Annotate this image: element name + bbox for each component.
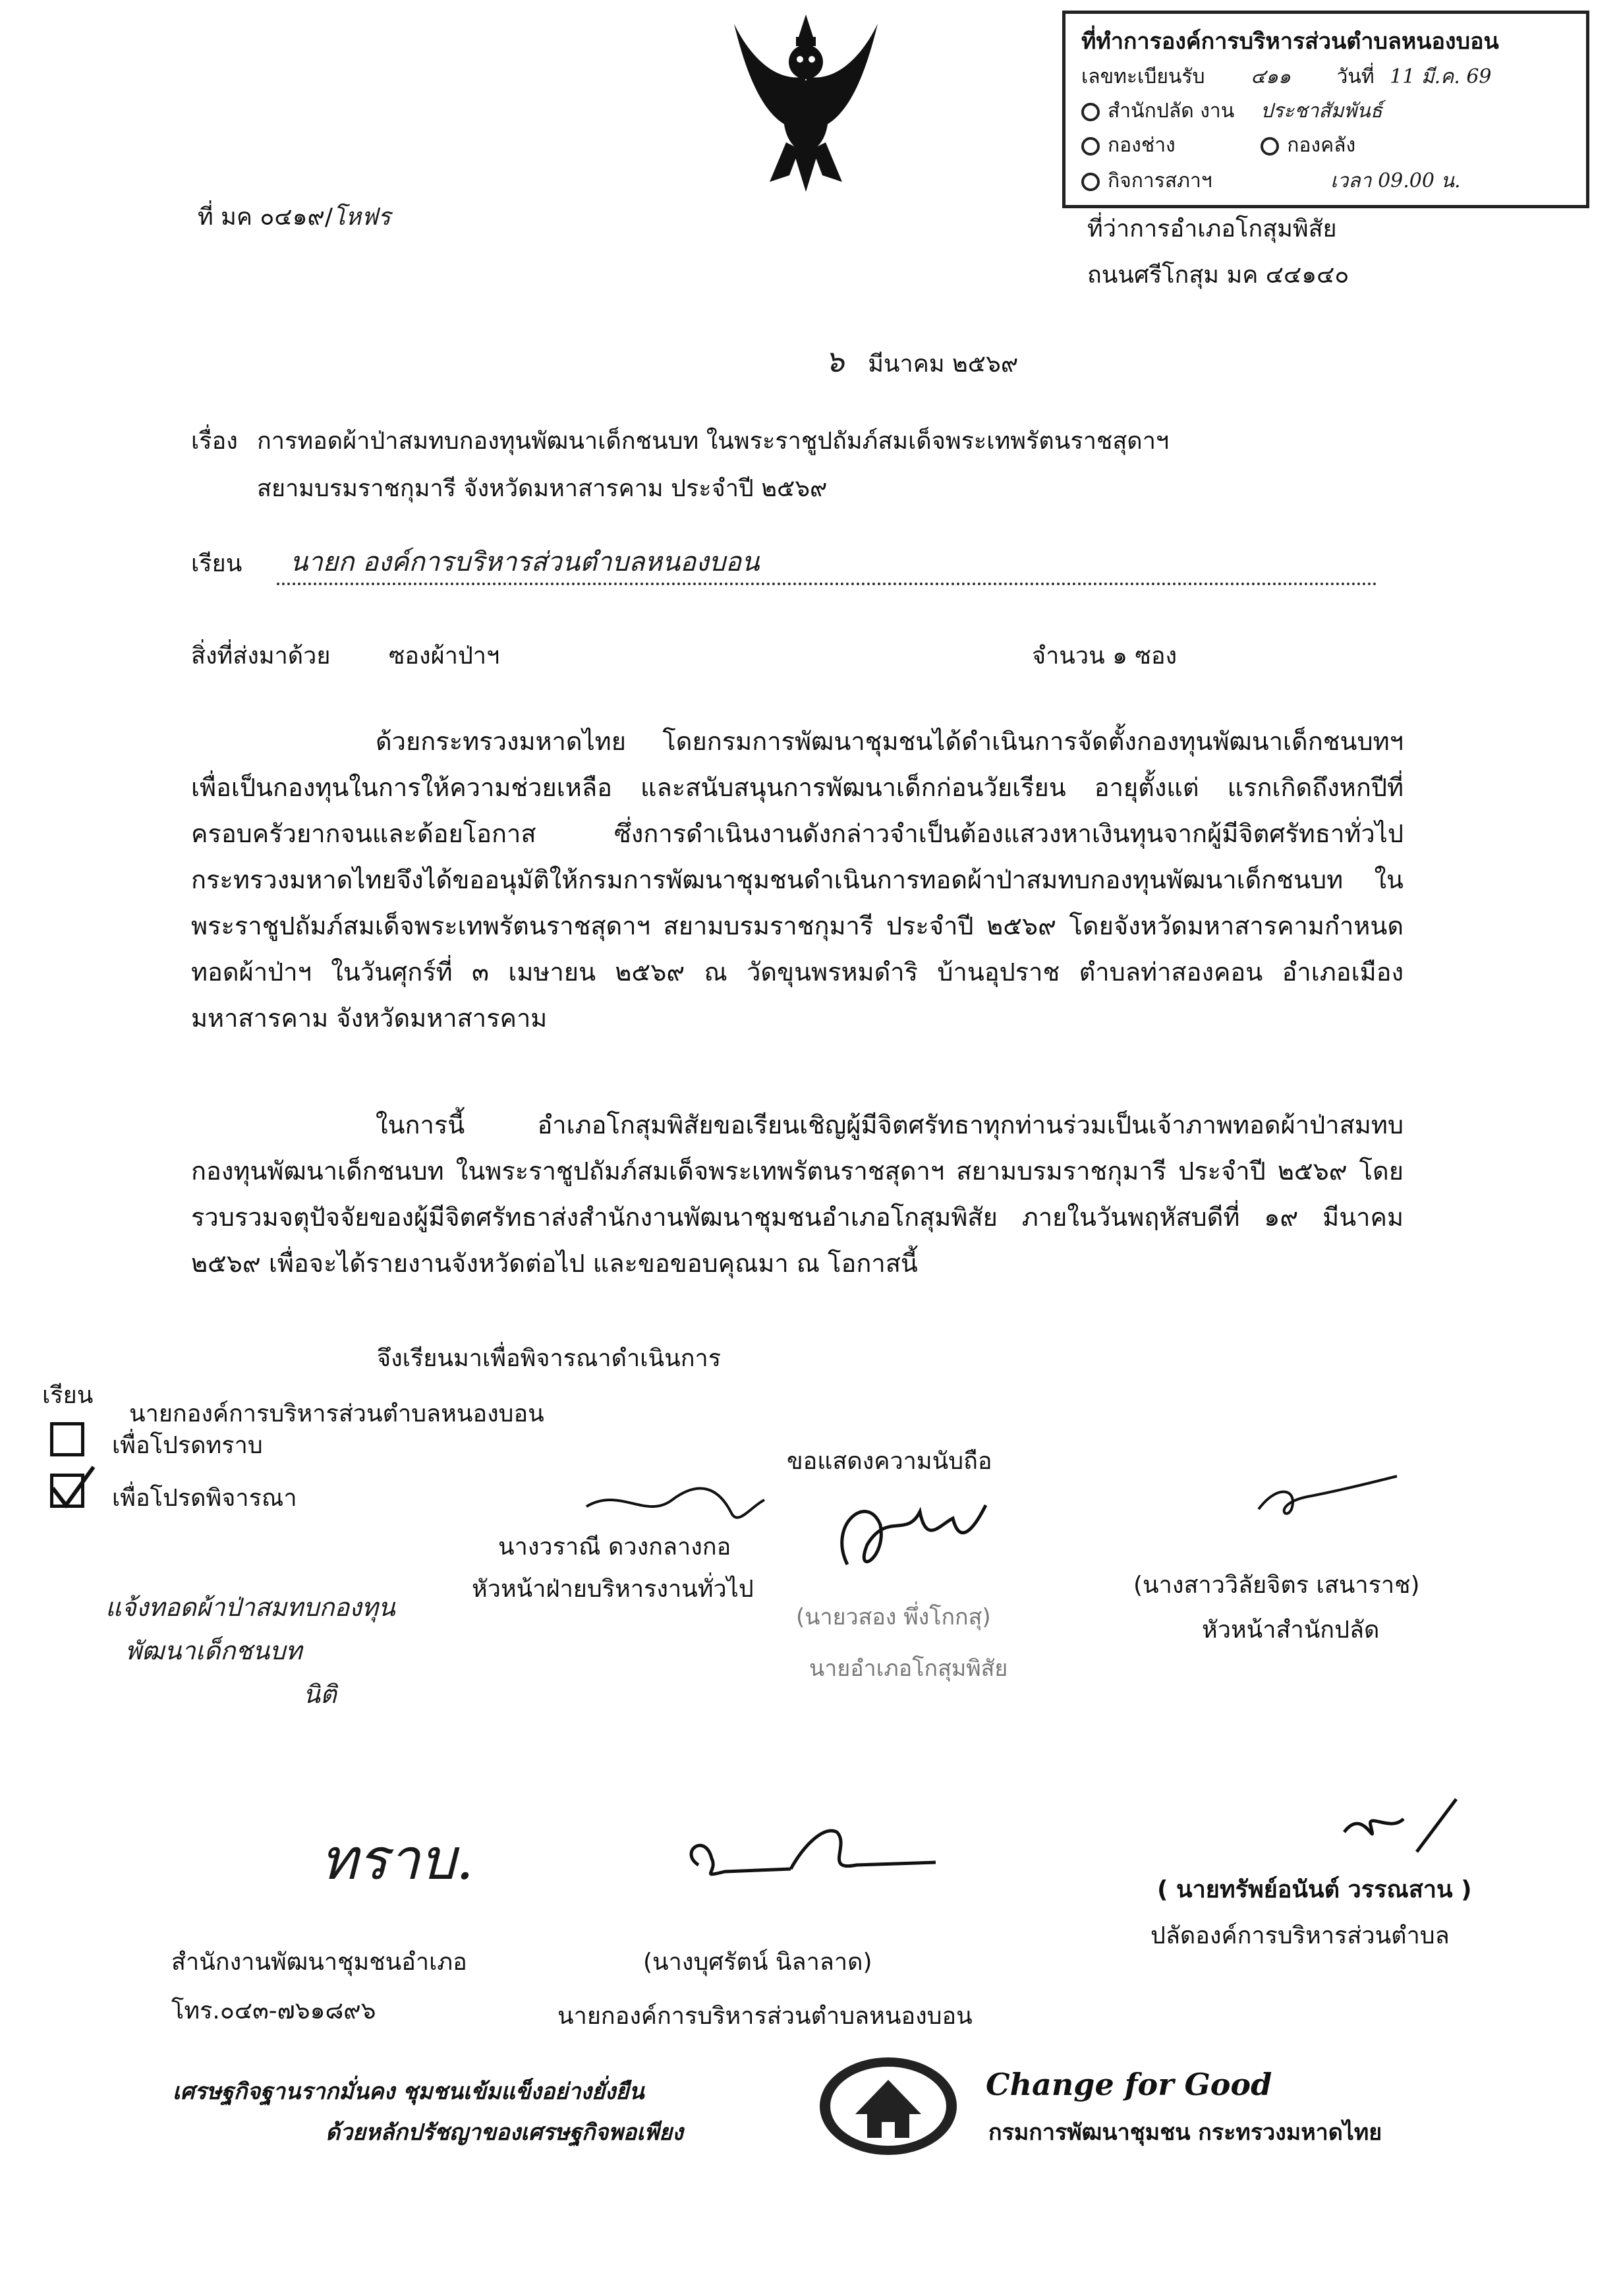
office-name: ที่ว่าการอำเภอโกสุมพิสัย [1087, 215, 1337, 243]
stamp-time: เวลา 09.00 น. [1330, 169, 1461, 192]
body-paragraph-1: ด้วยกระทรวงมหาดไทย โดยกรมการพัฒนาชุมชนได้ดำเนินการจัดตั้งกองทุนพัฒนาเด็กชนบทฯ เพื่อเป็นกองทุนในการให้ความช่วยเหลือ และสนับสนุนการพัฒนาเด็กก่อนวัยเรียน อายุตั้งแต่ แรกเกิดถึงหกปีที่ครอบครัวยากจนและด้อยโอกาส ซึ่งการดำเนินงานดังกล่าวจำเป็นต้องแสวงหาเงินทุนจากผู้มีจิตศรัทธาทั่วไป กระทรวงมหาดไทยจึงได้ขออนุมัติให้กรมการพัฒนาชุมชนดำเนินการทอดผ้าป่าสมทบกองทุนพัฒนาเด็กชนบท ในพระราชูปถัมภ์สมเด็จพระเทพรัตนราชสุดาฯ สยามบรมราชกุมารี ประจำปี ๒๕๖๙ โดยจังหวัดมหาสารคามกำหนดทอดผ้าป่าฯ ในวันศุกร์ที่ ๓ เมษายน ๒๕๖๙ ณ วัดขุนพรหมดำริ บ้านอุปราช ตำบลท่าสองคอน อำเภอเมืองมหาสารคาม จังหวัดมหาสารคาม [191, 727, 1404, 1033]
signature-scribble [580, 1474, 771, 1533]
garuda-emblem-icon [730, 11, 882, 195]
acknowledged-handwritten: ทราบ. [320, 1827, 474, 1893]
closing-line: จึงเรียนมาเพื่อพิจารณาดำเนินการ [377, 1345, 722, 1372]
signature-scribble [672, 1806, 949, 1891]
checkbox-for-information [50, 1422, 84, 1456]
footer-office-phone: โทร.๐๔๓-๗๖๑๘๙๖ [171, 1997, 376, 2024]
routing-to-name: นายกองค์การบริหารส่วนตำบลหนองบอน [129, 1400, 544, 1427]
footer-department: กรมการพัฒนาชุมชน กระทรวงมหาดไทย [988, 2119, 1382, 2146]
letter-date: ๖ มีนาคม ๒๕๖๙ [825, 343, 1019, 379]
regards: ขอแสดงความนับถือ [787, 1448, 992, 1475]
stamp-office-value: ประชาสัมพันธ์ [1260, 100, 1382, 123]
signer-2-name: (นายวสอง พึ่งโกกสุ) [796, 1604, 991, 1630]
footer-office-name: สำนักงานพัฒนาชุมชนอำเภอ [171, 1949, 467, 1976]
routing-to-label: เรียน [42, 1382, 94, 1409]
circle-check-icon [1081, 103, 1100, 121]
subject-line-1: การทอดผ้าป่าสมทบกองทุนพัฒนาเด็กชนบท ในพระราชูปถัมภ์สมเด็จพระเทพรัตนราชสุดาฯ [257, 428, 1170, 455]
signer-4-title: นายกองค์การบริหารส่วนตำบลหนองบอน [557, 2003, 973, 2030]
footer-motto-2: ด้วยหลักปรัชญาของเศรษฐกิจพอเพียง [326, 2119, 683, 2146]
stamp-reg-no: ๔๑๑ [1251, 65, 1291, 88]
signer-3-title: หัวหน้าสำนักปลัด [1202, 1617, 1380, 1644]
signature-scribble [1331, 1793, 1463, 1865]
check-mark-icon [46, 1462, 99, 1514]
signer-4-name: (นางบุศรัตน์ นิลาลาด) [643, 1949, 872, 1976]
handwritten-note-line-3: นิติ [303, 1680, 337, 1709]
to-recipient-handwritten: นายก องค์การบริหารส่วนตำบลหนองบอน [290, 547, 760, 577]
letter-date-day: ๖ [825, 343, 845, 379]
stamp-council: กิจการสภาฯ เวลา 09.00 น. [1081, 165, 1461, 196]
reference-number: ที่ มค ๐๔๑๙/โหฟร [198, 204, 391, 231]
footer-slogan: Change for Good [986, 2067, 1272, 2102]
signer-3-name: (นางสาววิลัยจิตร เสนาราช) [1133, 1572, 1420, 1599]
subject-line-2: สยามบรมราชกุมารี จังหวัดมหาสารคาม ประจำปี ๒๕๖๙ [257, 475, 828, 502]
stamp-registration: เลขทะเบียนรับ ๔๑๑ วันที่ 11 มี.ค. 69 [1081, 65, 1492, 88]
option-for-information: เพื่อโปรดทราบ [112, 1432, 263, 1459]
office-address: ถนนศรีโกสุม มค ๔๔๑๔๐ [1087, 262, 1349, 289]
reference-handwritten: โหฟร [333, 204, 391, 231]
to-dotted-line [277, 583, 1377, 585]
signer-5-name: ( นายทรัพย์อนันต์ วรรณสาน ) [1157, 1876, 1472, 1903]
circle-icon [1261, 137, 1279, 156]
cdd-logo-icon [816, 2053, 961, 2159]
signer-1-title: หัวหน้าฝ่ายบริหารงานทั่วไป [472, 1576, 754, 1603]
stamp-title: ที่ทำการองค์การบริหารส่วนตำบลหนองบอน [1081, 28, 1499, 55]
stamp-date: 11 มี.ค. 69 [1390, 65, 1492, 88]
stamp-office: สำนักปลัด งาน ประชาสัมพันธ์ [1081, 96, 1382, 127]
to-label: เรียน [191, 550, 242, 577]
receiving-stamp [1062, 11, 1589, 208]
circle-icon [1081, 137, 1100, 156]
signature-scribble [828, 1485, 999, 1591]
subject-label: เรื่อง [191, 428, 238, 455]
stamp-departments: กองช่าง กองคลัง [1081, 130, 1355, 161]
signature-scribble [1245, 1470, 1404, 1529]
option-for-consideration: เพื่อโปรดพิจารณา [112, 1485, 297, 1512]
enclosure-label: สิ่งที่ส่งมาด้วย [191, 643, 331, 670]
enclosure-item: ซองผ้าป่าฯ [389, 643, 500, 670]
enclosure-qty: จำนวน ๑ ซอง [1032, 643, 1178, 670]
handwritten-note-line-2: พัฒนาเด็กชนบท [125, 1636, 302, 1665]
body-paragraph-2: ในการนี้ อำเภอโกสุมพิสัยขอเรียนเชิญผู้มีจิตศรัทธาทุกท่านร่วมเป็นเจ้าภาพทอดผ้าป่าสมทบกองทุนพัฒนาเด็กชนบท ในพระราชูปถัมภ์สมเด็จพระเทพรัตนราชสุดาฯ สยามบรมราชกุมารี ประจำปี ๒๕๖๙ โดยรวบรวมจตุปัจจัยของผู้มีจิตศรัทธาส่งสำนักงานพัฒนาชุมชนอำเภอโกสุมพิสัย ภายในวันพฤหัสบดีที่ ๑๙ มีนาคม ๒๕๖๙ เพื่อจะได้รายงานจังหวัดต่อไป และขอขอบคุณมา ณ โอกาสนี้ [191, 1110, 1404, 1278]
handwritten-note-line-1: แจ้งทอดผ้าป่าสมทบกองทุน [105, 1593, 395, 1622]
signer-5-title: ปลัดองค์การบริหารส่วนตำบล [1150, 1922, 1450, 1949]
circle-icon [1081, 173, 1100, 191]
signer-1-name: นางวราณี ดวงกลางกอ [498, 1534, 731, 1561]
footer-motto-1: เศรษฐกิจฐานรากมั่นคง ชุมชนเข้มแข็งอย่างยั่งยืน [173, 2079, 644, 2105]
signer-2-title: นายอำเภอโกสุมพิสัย [809, 1655, 1008, 1682]
